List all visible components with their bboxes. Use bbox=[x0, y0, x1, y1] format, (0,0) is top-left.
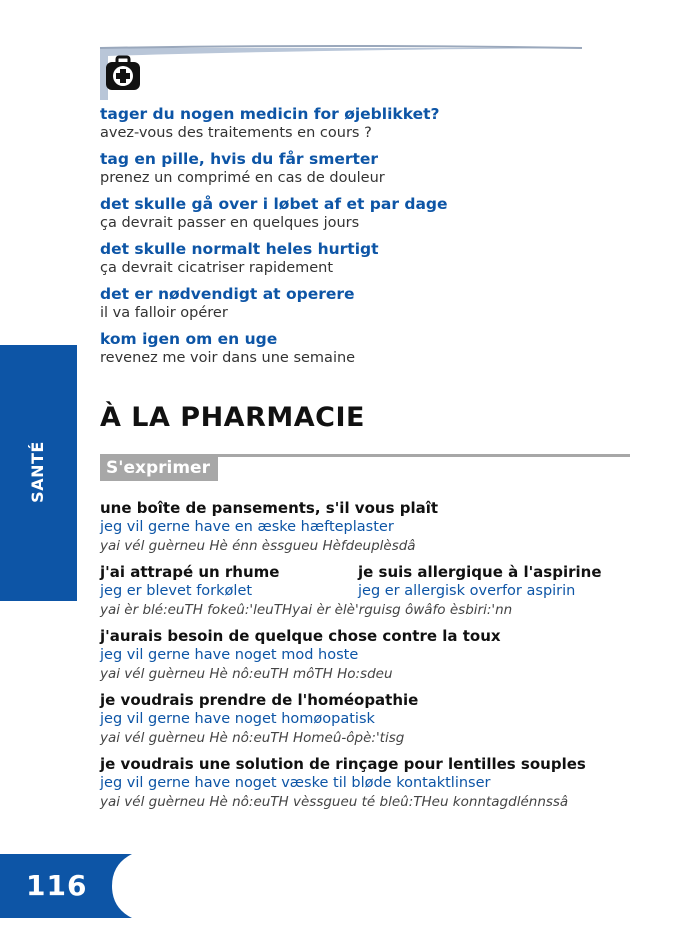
left-column bbox=[100, 562, 279, 601]
phrase-french: il va falloir opérer bbox=[100, 305, 228, 321]
section-title: À LA PHARMACIE bbox=[100, 402, 365, 433]
entry-phonetic: yai vél guèrneu Hè énn èssgueu Hèfdeuplèsdâ bbox=[100, 538, 416, 554]
page-number: 116 bbox=[26, 869, 88, 902]
subsection-header bbox=[100, 454, 630, 484]
phrase-french: ça devrait cicatriser rapidement bbox=[100, 260, 334, 276]
entry-danish: jeg er allergisk overfor aspirin bbox=[358, 583, 576, 599]
phrase-danish: kom igen om en uge bbox=[100, 330, 278, 348]
entry-french: je voudrais prendre de l'homéopathie bbox=[100, 691, 419, 709]
entry-item bbox=[100, 754, 670, 811]
entry-french: une boîte de pansements, s'il vous plaît bbox=[100, 499, 439, 517]
entry-phonetic: yai èr blé:euTH fokeû:'leuTHyai èr èlè'rguisg ôwâfo èsbiri:'nn bbox=[100, 602, 513, 618]
entry-item bbox=[100, 498, 670, 555]
entry-french: je voudrais une solution de rinçage pour lentilles souples bbox=[100, 755, 586, 773]
phrase-list bbox=[100, 104, 660, 374]
phrase-item bbox=[100, 329, 660, 368]
phrase-item bbox=[100, 284, 660, 323]
entry-list bbox=[100, 498, 670, 818]
phrase-item bbox=[100, 149, 660, 188]
entry-item-two-column bbox=[100, 562, 670, 619]
phrase-danish: det skulle gå over i løbet af et par dage bbox=[100, 195, 448, 213]
entry-danish: jeg vil gerne have noget væske til bløde kontaktlinser bbox=[100, 775, 491, 791]
entry-danish: jeg er blevet forkølet bbox=[100, 583, 253, 599]
entry-phonetic: yai vél guèrneu Hè nô:euTH Homeû-ôpè:'tisg bbox=[100, 730, 405, 746]
two-column-row bbox=[100, 562, 670, 601]
entry-item bbox=[100, 626, 670, 683]
phrase-danish: det skulle normalt heles hurtigt bbox=[100, 240, 379, 258]
phrase-item bbox=[100, 194, 660, 233]
subsection-header-rule bbox=[218, 454, 630, 457]
entry-french: je suis allergique à l'aspirine bbox=[358, 563, 602, 581]
phrase-danish: tager du nogen medicin for øjeblikket? bbox=[100, 105, 440, 123]
right-column bbox=[358, 562, 602, 601]
phrase-french: prenez un comprimé en cas de douleur bbox=[100, 170, 385, 186]
phrase-french: ça devrait passer en quelques jours bbox=[100, 215, 360, 231]
entry-danish: jeg vil gerne have noget mod hoste bbox=[100, 647, 359, 663]
phrase-french: avez-vous des traitements en cours ? bbox=[100, 125, 372, 141]
subsection-title: S'exprimer bbox=[106, 458, 210, 478]
entry-french: j'aurais besoin de quelque chose contre la toux bbox=[100, 627, 501, 645]
entry-phonetic: yai vél guèrneu Hè nô:euTH vèssgueu té bleû:THeu konntagdlénnssâ bbox=[100, 794, 569, 810]
entry-french: j'ai attrapé un rhume bbox=[100, 563, 280, 581]
phrase-danish: det er nødvendigt at operere bbox=[100, 285, 355, 303]
entry-phonetic: yai vél guèrneu Hè nô:euTH môTH Ho:sdeu bbox=[100, 666, 393, 682]
entry-item bbox=[100, 690, 670, 747]
phrase-french: revenez me voir dans une semaine bbox=[100, 350, 356, 366]
medical-kit-icon bbox=[104, 54, 142, 92]
phrase-item bbox=[100, 104, 660, 143]
phrase-item bbox=[100, 239, 660, 278]
side-tab-label: SANTÉ bbox=[28, 441, 47, 503]
phrase-danish: tag en pille, hvis du får smerter bbox=[100, 150, 379, 168]
entry-danish: jeg vil gerne have noget homøopatisk bbox=[100, 711, 375, 727]
entry-danish: jeg vil gerne have en æske hæfteplaster bbox=[100, 519, 394, 535]
